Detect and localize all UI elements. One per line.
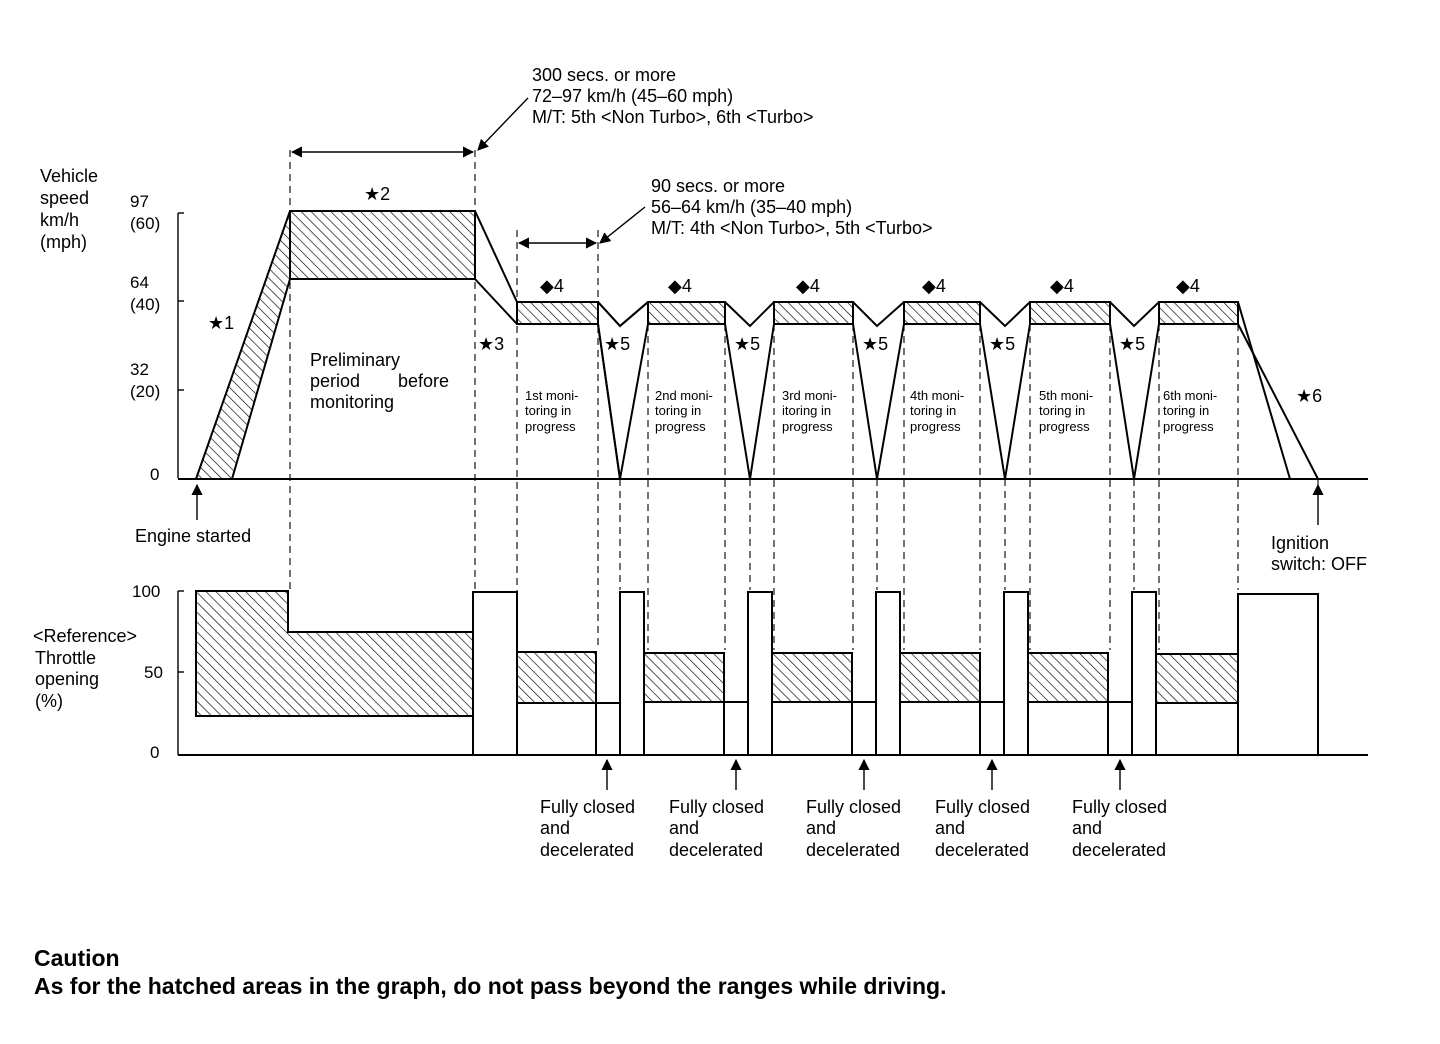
throttle-tick-100: 100 — [132, 582, 161, 601]
marker-star-5: ★5 — [989, 334, 1016, 354]
preliminary-throttle-band — [196, 591, 473, 716]
marker-star-5: ★5 — [734, 334, 761, 354]
callout-90-text: 90 secs. or more 56–64 km/h (35–40 mph) M/T: 4th <Non Turbo>, 5th <Turbo> — [651, 176, 933, 238]
callout-90 — [519, 176, 933, 243]
speed-tick-32: 32 (20) — [130, 360, 161, 401]
monitoring-label-2: 2nd moni- toring in progress — [655, 388, 713, 434]
monitoring-band-2 — [648, 302, 725, 324]
marker-star-5: ★5 — [862, 334, 889, 354]
monitoring-label-3: 3rd moni- itoring in progress — [782, 388, 837, 434]
callout-300 — [292, 65, 814, 152]
callout-300-text: 300 secs. or more 72–97 km/h (45–60 mph) M/T: 5th <Non Turbo>, 6th <Turbo> — [532, 65, 814, 127]
caution-text: As for the hatched areas in the graph, do not pass beyond the ranges while driving. — [34, 973, 947, 999]
acceleration-band — [196, 211, 290, 479]
throttle-full-1 — [473, 592, 517, 755]
throttle-band-6 — [1156, 654, 1238, 703]
throttle-profile — [196, 591, 1318, 755]
marker-star-1: ★1 — [208, 313, 235, 333]
speed-tick-97: 97 (60) — [130, 192, 161, 233]
marker-star-3: ★3 — [478, 334, 505, 354]
fully-closed-label: Fully closed and decelerated — [669, 797, 765, 860]
preliminary-label: Preliminary period before monitoring — [310, 350, 450, 412]
preliminary-speed-band — [290, 211, 475, 279]
monitoring-band-6 — [1159, 302, 1238, 324]
throttle-axis-label: <Reference> Throttle opening (%) — [33, 626, 138, 711]
engine-started — [135, 485, 251, 546]
fully-closed-label: Fully closed and decelerated — [806, 797, 902, 860]
throttle-tick-50: 50 — [144, 663, 163, 682]
monitoring-band-1 — [517, 302, 598, 324]
throttle-band-3 — [772, 653, 852, 702]
marker-diamond-4: ◆4 — [796, 276, 820, 296]
fully-closed-label: Fully closed and decelerated — [1072, 797, 1168, 860]
throttle-band-4 — [900, 653, 980, 702]
marker-star-2: ★2 — [364, 184, 391, 204]
fully-closed-label: Fully closed and decelerated — [935, 797, 1031, 860]
monitoring-label-5: 5th moni- toring in progress — [1039, 388, 1094, 434]
throttle-tick-0: 0 — [150, 743, 160, 762]
ignition-off-label: Ignition switch: OFF — [1271, 533, 1368, 574]
throttle-band-2 — [644, 653, 724, 702]
marker-diamond-4: ◆4 — [1176, 276, 1200, 296]
marker-star-6: ★6 — [1296, 386, 1323, 406]
engine-started-label: Engine started — [135, 526, 252, 546]
ignition-off — [1271, 485, 1367, 574]
marker-diamond-4: ◆4 — [540, 276, 564, 296]
throttle-band-5 — [1028, 653, 1108, 702]
speed-tick-64: 64 (40) — [130, 273, 161, 314]
marker-star-5: ★5 — [1119, 334, 1146, 354]
marker-star-5: ★5 — [604, 334, 631, 354]
caution-title: Caution — [34, 945, 120, 971]
throttle-band-1 — [517, 652, 596, 703]
monitoring-label-1: 1st moni- toring in progress — [525, 388, 579, 434]
monitoring-label-6: 6th moni- toring in progress — [1163, 388, 1218, 434]
speed-axis-label: Vehicle speed km/h (mph) — [40, 166, 99, 252]
monitoring-band-3 — [774, 302, 853, 324]
fully-closed-annotations — [540, 760, 1172, 860]
fully-closed-label: Fully closed and decelerated — [540, 797, 636, 860]
marker-diamond-4: ◆4 — [922, 276, 946, 296]
monitoring-label-4: 4th moni- toring in progress — [910, 388, 965, 434]
monitoring-band-4 — [904, 302, 980, 324]
throttle-full-final — [1238, 594, 1318, 755]
marker-diamond-4: ◆4 — [1050, 276, 1074, 296]
monitoring-band-5 — [1030, 302, 1110, 324]
speed-tick-0: 0 — [150, 465, 160, 484]
marker-diamond-4: ◆4 — [668, 276, 692, 296]
